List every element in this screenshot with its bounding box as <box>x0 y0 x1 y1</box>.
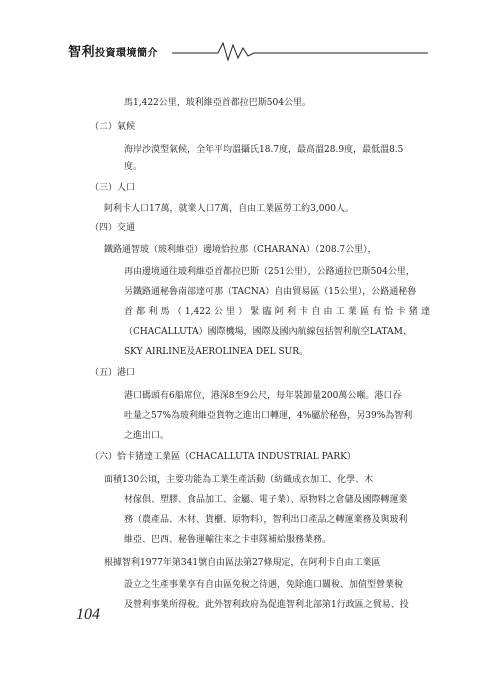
body-line: 務（農產品、木材、貨櫃、原物料），智利出口產品之轉運業務及與玻利 <box>124 515 408 525</box>
section-heading-transport: （四）交通 <box>90 223 136 233</box>
section-heading-population: （三）人口 <box>90 183 136 193</box>
page-number: 104 <box>76 606 100 623</box>
body-line: 材傢俱、塑膠、食品加工、金屬、電子業）、原物料之倉儲及國際轉運業 <box>124 495 408 505</box>
body-line: 維亞、巴西、秘魯運輸往來之卡車隊補給服務業務。 <box>124 535 332 545</box>
body-line: 根據智利1977年第341號自由區法第27條規定，在阿利卡自由工業區 <box>104 558 381 568</box>
body-line: 海岸沙漠型氣候，全年平均溫攝氏18.7度，最高溫28.9度，最低溫8.5 <box>124 145 404 155</box>
section-heading-climate: （二）氣候 <box>90 122 136 132</box>
body-line: 及營利事業所得稅。此外智利政府為促進智利北部第1行政區之貿易、投 <box>124 600 409 610</box>
body-line: 設立之生產事業享有自由區免稅之待遇，免除進口關稅、加值型營業稅 <box>124 580 404 590</box>
body-line: 另鐵路通秘魯南部達可那（TACNA）自由貿易區（15公里），公路通秘魯 <box>124 287 417 297</box>
body-line: 港口碼頭有6船席位，港深8至9公尺，每年裝卸量200萬公噸。港口吞 <box>124 391 402 401</box>
body-line: 之進出口。 <box>124 431 170 441</box>
running-header <box>68 40 428 62</box>
body-line: 鐵路通智玻（玻利維亞）邊境恰拉那（CHARANA）（208.7公里）， <box>104 245 377 255</box>
body-line: 面積130公頃，主要功能為工業生產活動（紡織成衣加工、化學、木 <box>104 475 374 485</box>
body-line: 度。 <box>124 162 143 172</box>
body-line: 首都利馬（1,422公里）緊臨阿利卡自由工業區有恰卡猪達 <box>124 307 430 317</box>
body-line: 阿利卡人口17萬，就業人口7萬，自由工業區勞工約3,000人。 <box>104 204 354 214</box>
body-line: 再由邊境通往玻利維亞首都拉巴斯（251公里），公路通拉巴斯504公里， <box>124 267 415 277</box>
header-title: 智利投資環境簡介 <box>68 45 159 60</box>
section-heading-port: （五）港口 <box>90 368 136 378</box>
body-line: （CHACALLUTA）國際機場，國際及國內航線包括智利航空LATAM、 <box>124 327 412 337</box>
body-line: 馬1,422公里，玻利維亞首都拉巴斯504公里。 <box>124 98 311 108</box>
body-line: SKY AIRLINE及AEROLINEA DEL SUR。 <box>124 347 308 357</box>
section-heading-industrial-park: （六）恰卡猪達工業區（CHACALLUTA INDUSTRIAL PARK） <box>90 452 356 462</box>
header-wave-line-icon <box>68 40 428 62</box>
body-line: 吐量之57%為玻利維亞貨物之進出口轉運，4%屬於秘魯，另39%為智利 <box>124 411 413 421</box>
